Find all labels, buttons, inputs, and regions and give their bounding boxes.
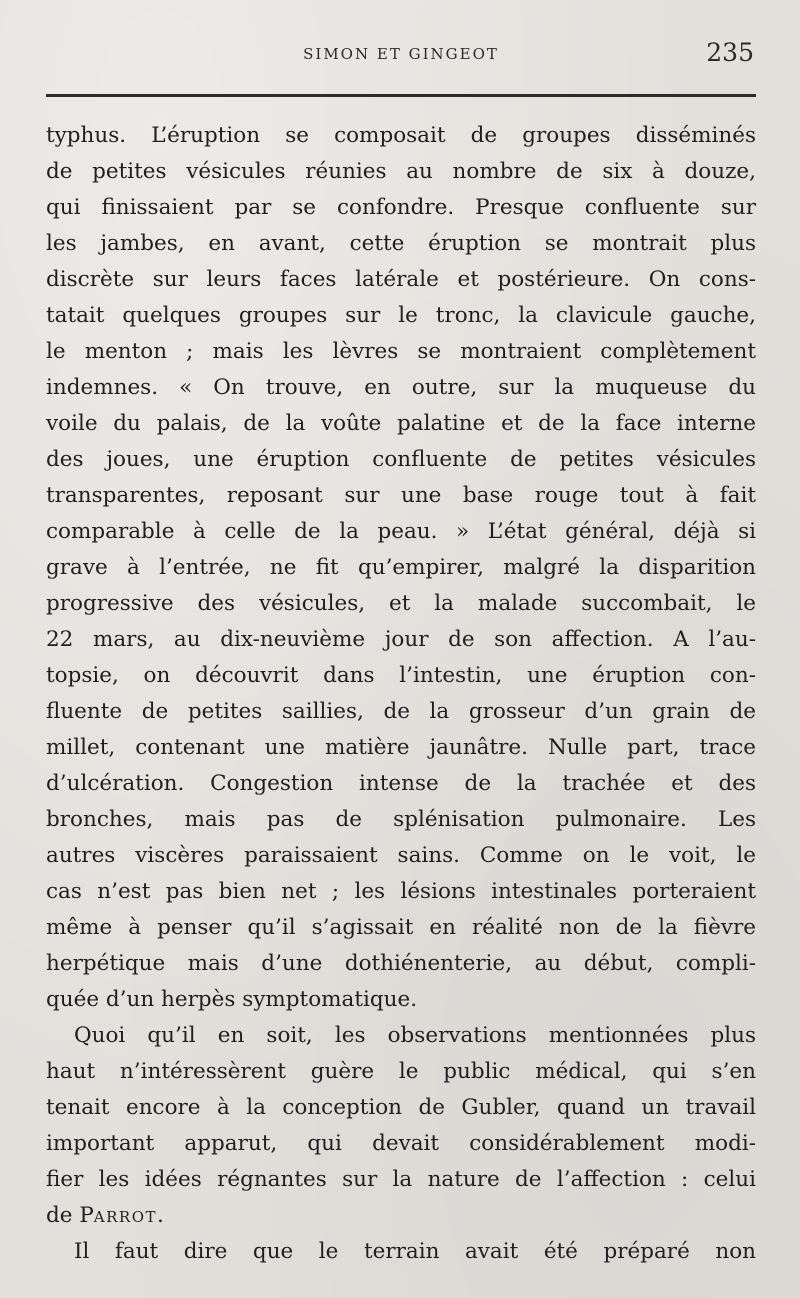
running-title: SIMON ET GINGEOT [303, 45, 499, 63]
text-line: fier les idées régnantes sur la nature de l’affection : celui [46, 1167, 756, 1192]
line-prefix: de [46, 1203, 80, 1228]
text-line: quée d’un herpès symptomatique. [46, 987, 418, 1012]
text-line: de petites vésicules réunies au nombre de six à douze, [46, 159, 756, 184]
text-line: voile du palais, de la voûte palatine et de la face interne [46, 411, 756, 436]
page-header [46, 36, 756, 76]
text-line: d’ulcération. Congestion intense de la trachée et des [46, 771, 756, 796]
text-line: haut n’intéressèrent guère le public médical, qui s’en [46, 1059, 756, 1084]
text-line: topsie, on découvrit dans l’intestin, une éruption con- [46, 663, 756, 688]
text-line: bronches, mais pas de splénisation pulmonaire. Les [46, 807, 756, 832]
text-line: même à penser qu’il s’agissait en réalité non de la fièvre [46, 915, 756, 940]
text-line: tenait encore à la conception de Gubler, quand un travail [46, 1095, 756, 1120]
text-line: des joues, une éruption confluente de petites vésicules [46, 447, 756, 472]
text-line: fluente de petites saillies, de la grosseur d’un grain de [46, 699, 756, 724]
text-line: grave à l’entrée, ne fit qu’empirer, malgré la disparition [46, 555, 756, 580]
text-line: cas n’est pas bien net ; les lésions intestinales porteraient [46, 879, 756, 904]
text-line: progressive des vésicules, et la malade succombait, le [46, 591, 756, 616]
header-rule [46, 94, 756, 97]
text-line: herpétique mais d’une dothiénenterie, au début, compli- [46, 951, 756, 976]
text-line: comparable à celle de la peau. » L’état général, déjà si [46, 519, 756, 544]
text-line: 22 mars, au dix-neuvième jour de son affection. A l’au- [46, 627, 756, 652]
text-line: important apparut, qui devait considérablement modi- [46, 1131, 756, 1156]
text-line: indemnes. « On trouve, en outre, sur la muqueuse du [46, 375, 756, 400]
text-line: les jambes, en avant, cette éruption se montrait plus [46, 231, 756, 256]
text-line: qui finissaient par se confondre. Presque confluente sur [46, 195, 756, 220]
page-number: 235 [706, 38, 754, 67]
text-line: transparentes, reposant sur une base rouge tout à fait [46, 483, 756, 508]
text-line: typhus. L’éruption se composait de groupes disséminés [46, 123, 756, 148]
line-suffix: . [157, 1203, 164, 1228]
author-name-smallcaps: PARROT [79, 1203, 158, 1228]
text-line: millet, contenant une matière jaunâtre. Nulle part, trace [46, 735, 756, 760]
text-line: le menton ; mais les lèvres se montraient complètement [46, 339, 756, 364]
text-line [46, 1198, 756, 1234]
text-line: tatait quelques groupes sur le tronc, la clavicule gauche, [46, 303, 756, 328]
body-text [46, 118, 756, 1270]
text-line: autres viscères paraissaient sains. Comme on le voit, le [46, 843, 756, 868]
text-line: Il faut dire que le terrain avait été préparé non [74, 1239, 756, 1264]
text-line: discrète sur leurs faces latérale et postérieure. On cons- [46, 267, 756, 292]
text-line: Quoi qu’il en soit, les observations mentionnées plus [74, 1023, 756, 1048]
